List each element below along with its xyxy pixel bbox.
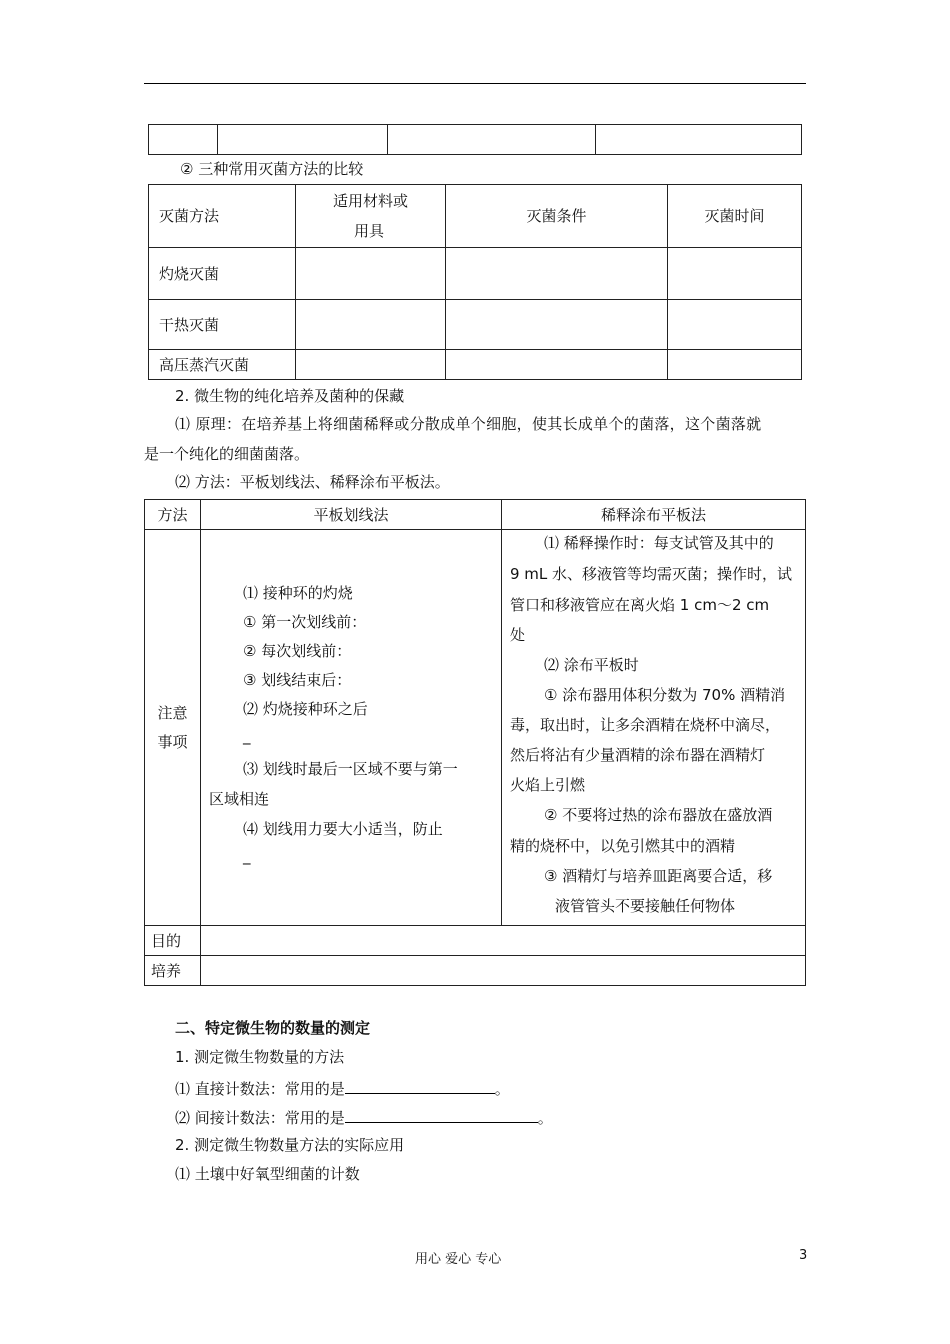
- part2-heading: 二、特定微生物的数量的测定: [175, 1019, 371, 1037]
- row-label: 干热灭菌: [149, 300, 296, 350]
- spread-line: 处: [510, 626, 526, 644]
- purpose-label: 目的: [145, 926, 201, 956]
- part2-line4: 2. 测定微生物数量方法的实际应用: [175, 1136, 405, 1154]
- streak-line: ③ 划线结束后：: [243, 671, 352, 689]
- header-time: 灭菌时间: [668, 185, 802, 248]
- table-cell: [218, 125, 388, 155]
- culture-label: 培养: [145, 956, 201, 986]
- part2-line1: 1. 测定微生物数量的方法: [175, 1048, 345, 1066]
- notes-label-line1: 注意: [157, 703, 188, 722]
- notes-label: [145, 530, 201, 926]
- table-cell: [668, 248, 802, 300]
- indirect-count-label: ⑵ 间接计数法：常用的是: [175, 1109, 345, 1127]
- indirect-count-blank: [345, 1106, 538, 1123]
- streak-line: ⑷ 划线用力要大小适当，防止: [243, 820, 443, 838]
- spread-line: ① 涂布器用体积分数为 70% 酒精消: [544, 686, 786, 704]
- culture-cell: [201, 956, 806, 986]
- header-method: 方法: [145, 500, 201, 530]
- partial-table-top: [148, 124, 802, 155]
- notes-label-line2: 事项: [157, 732, 188, 751]
- spread-line: 毒，取出时，让多余酒精在烧杯中滴尽，: [510, 716, 781, 734]
- method-table: [144, 499, 806, 986]
- table-cell: [296, 300, 446, 350]
- spread-line: 液管管头不要接触任何物体: [555, 897, 736, 915]
- streak-line: ⑵ 灼烧接种环之后: [243, 700, 368, 718]
- streak-blank: _: [243, 727, 251, 745]
- method-line: ⑵ 方法：平板划线法、稀释涂布平板法。: [175, 473, 450, 491]
- header-streak: 平板划线法: [201, 500, 502, 530]
- spread-notes: [502, 530, 806, 926]
- table-cell: [388, 125, 596, 155]
- principle-line2: 是一个纯化的细菌菌落。: [144, 445, 310, 463]
- footer-center: 用心 爱心 专心: [415, 1252, 502, 1267]
- indirect-count-end: 。: [537, 1109, 553, 1127]
- table-cell: [296, 350, 446, 380]
- table-cell: [596, 125, 802, 155]
- streak-line: ① 第一次划线前：: [243, 613, 367, 631]
- row-label: 灼烧灭菌: [149, 248, 296, 300]
- page-number: 3: [799, 1248, 808, 1263]
- streak-line: ⑴ 接种环的灼烧: [243, 584, 353, 602]
- spread-line: ② 不要将过热的涂布器放在盛放酒: [544, 806, 773, 824]
- direct-count-blank: [345, 1077, 495, 1094]
- header-spread: 稀释涂布平板法: [502, 500, 806, 530]
- streak-line: ② 每次划线前：: [243, 642, 352, 660]
- spread-line: 精的烧杯中，以免引燃其中的酒精: [510, 837, 736, 855]
- header-rule: [144, 83, 806, 84]
- row-label: 高压蒸汽灭菌: [149, 350, 296, 380]
- streak-line: 区域相连: [209, 790, 270, 808]
- principle-line1: ⑴ 原理：在培养基上将细菌稀释或分散成单个细胞，使其长成单个的菌落，这个菌落就: [175, 415, 762, 433]
- table-cell: [668, 350, 802, 380]
- table-cell: [149, 125, 218, 155]
- compare-caption: ② 三种常用灭菌方法的比较: [180, 160, 364, 178]
- spread-line: 管口和移液管应在离火焰 1 cm～2 cm: [510, 596, 770, 614]
- purpose-cell: [201, 926, 806, 956]
- part2-line2: [175, 1077, 510, 1099]
- part2-line3: [175, 1106, 553, 1128]
- table-cell: [446, 248, 668, 300]
- header-material-line1: 适用材料或: [332, 192, 408, 210]
- spread-line: ⑴ 稀释操作时：每支试管及其中的: [544, 534, 774, 552]
- table-cell: [446, 350, 668, 380]
- spread-line: 火焰上引燃: [510, 776, 586, 794]
- header-material: [296, 185, 446, 248]
- table-cell: [668, 300, 802, 350]
- spread-line: 然后将沾有少量酒精的涂布器在酒精灯: [510, 746, 766, 764]
- header-material-line2: 用具: [354, 222, 385, 240]
- spread-line: ⑵ 涂布平板时: [544, 656, 639, 674]
- spread-line: 9 mL 水、移液管等均需灭菌；操作时，试: [510, 565, 793, 583]
- table-cell: [446, 300, 668, 350]
- streak-line: ⑶ 划线时最后一区域不要与第一: [243, 760, 458, 778]
- streak-blank: _: [243, 847, 251, 865]
- direct-count-label: ⑴ 直接计数法：常用的是: [175, 1080, 345, 1098]
- sterilization-table: [148, 184, 802, 380]
- streak-notes: [201, 530, 502, 926]
- section2-title: 2. 微生物的纯化培养及菌种的保藏: [175, 387, 405, 405]
- header-condition: 灭菌条件: [446, 185, 668, 248]
- spread-line: ③ 酒精灯与培养皿距离要合适，移: [544, 867, 773, 885]
- direct-count-end: 。: [494, 1080, 510, 1098]
- header-method: 灭菌方法: [149, 185, 296, 248]
- table-cell: [296, 248, 446, 300]
- part2-line5: ⑴ 土壤中好氧型细菌的计数: [175, 1165, 360, 1183]
